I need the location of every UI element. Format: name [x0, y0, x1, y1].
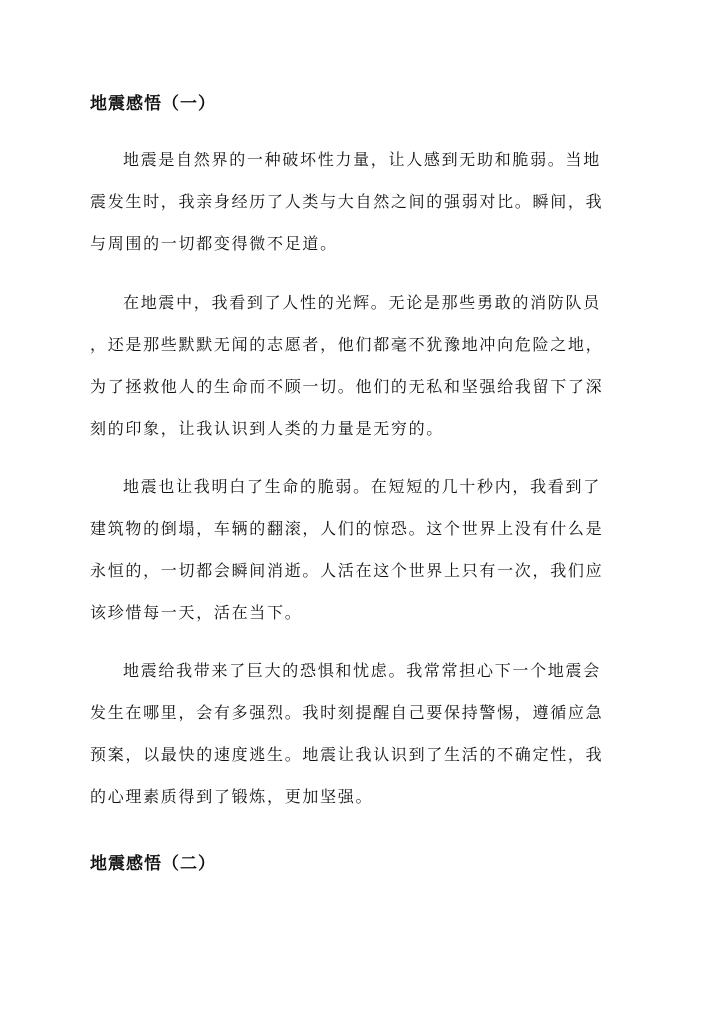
- section-heading-1: 地震感悟（一）: [90, 94, 216, 114]
- paragraph-line: 地震给我带来了巨大的恐惧和忧虑。我常常担心下一个地震会: [123, 661, 601, 680]
- paragraph-line: 的心理素质得到了锻炼，更加坚强。: [90, 787, 374, 806]
- section-heading-2: 地震感悟（二）: [90, 854, 216, 874]
- paragraph-line: 地震是自然界的一种破坏性力量，让人感到无助和脆弱。当地: [123, 150, 601, 169]
- paragraph-line: 为了拯救他人的生命而不顾一切。他们的无私和坚强给我留下了深: [90, 377, 604, 396]
- paragraph-line: ，还是那些默默无闻的志愿者，他们都毫不犹豫地冲向危险之地，: [90, 335, 604, 354]
- paragraph-line: 刻的印象，让我认识到人类的力量是无穷的。: [90, 419, 445, 438]
- paragraph-line: 在地震中，我看到了人性的光辉。无论是那些勇敢的消防队员: [123, 293, 601, 312]
- paragraph-line: 与周围的一切都变得微不足道。: [90, 234, 338, 253]
- paragraph-line: 预案，以最快的速度逃生。地震让我认识到了生活的不确定性，我: [90, 745, 604, 764]
- paragraph-line: 该珍惜每一天，活在当下。: [90, 603, 303, 622]
- paragraph-line: 地震也让我明白了生命的脆弱。在短短的几十秒内，我看到了: [123, 477, 601, 496]
- paragraph-line: 震发生时，我亲身经历了人类与大自然之间的强弱对比。瞬间，我: [90, 192, 604, 211]
- paragraph-1: [90, 139, 630, 265]
- paragraph-2: [90, 282, 630, 450]
- paragraph-3: [90, 466, 630, 634]
- paragraph-line: 发生在哪里，会有多强烈。我时刻提醒自己要保持警惕，遵循应急: [90, 703, 604, 722]
- paragraph-4: [90, 650, 630, 818]
- paragraph-line: 建筑物的倒塌，车辆的翻滚，人们的惊恐。这个世界上没有什么是: [90, 519, 604, 538]
- paragraph-line: 永恒的，一切都会瞬间消逝。人活在这个世界上只有一次，我们应: [90, 561, 604, 580]
